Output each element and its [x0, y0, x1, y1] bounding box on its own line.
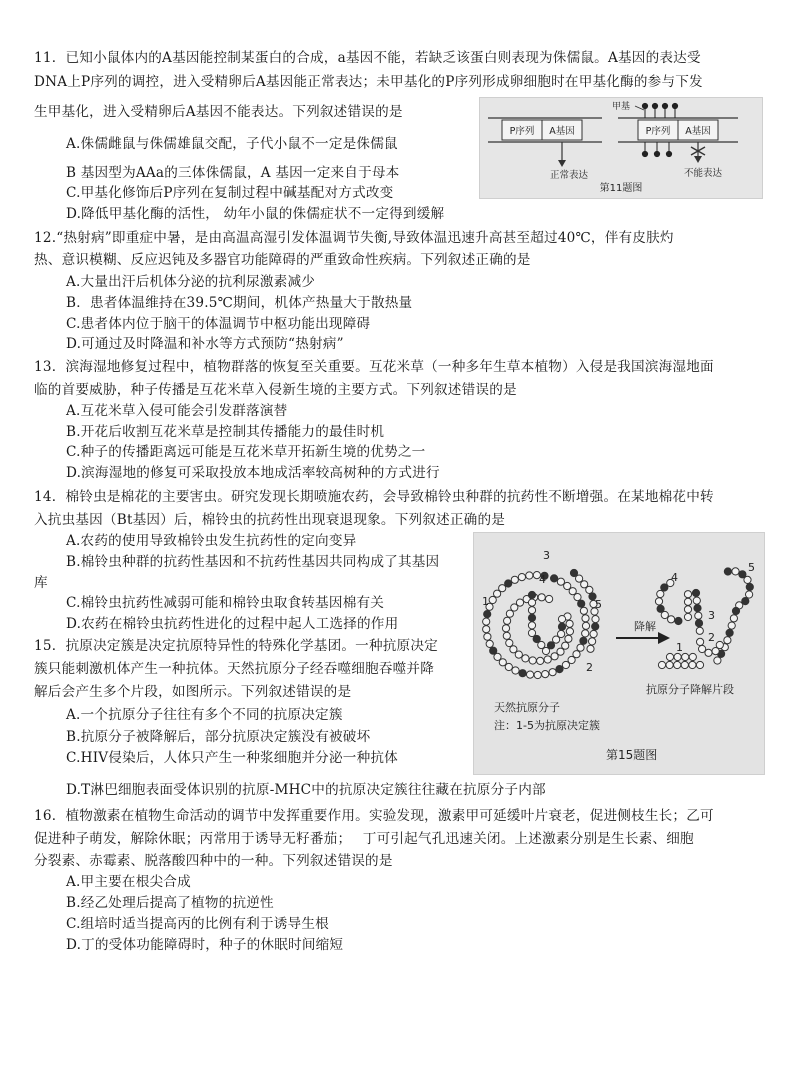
fig15-bead — [577, 644, 584, 651]
fig15-left-caption: 天然抗原分子 — [494, 701, 560, 714]
q11-option-c: C.甲基化修饰后P序列在复制过程中碱基配对方式改变 — [66, 185, 394, 201]
fig15-bead — [732, 607, 739, 614]
q12-option-d: D.可通过及时降温和补水等方式预防“热射病” — [66, 336, 344, 352]
fig15-bead — [562, 642, 569, 649]
fig15-bead — [582, 630, 589, 637]
fig15-bead — [586, 586, 593, 593]
fig15-bead — [511, 576, 518, 583]
q12-option-b: B．患者体温维持在39.5℃期间，机体产热量大于散热量 — [66, 295, 413, 311]
fig15-bead — [486, 640, 493, 647]
fig15-bead — [518, 574, 525, 581]
fig15-bead — [528, 591, 535, 598]
fig15-bead — [556, 666, 563, 673]
fig15-bead — [675, 617, 682, 624]
q16-option-b: B.经乙处理后提高了植物的抗逆性 — [66, 895, 274, 911]
fig15-note: 注：1-5为抗原决定簇 — [494, 719, 600, 732]
fig11-methyl-label: 甲基 — [612, 102, 631, 112]
fig15-bead — [589, 638, 596, 645]
fig15-bead — [696, 627, 703, 634]
fig15-bead — [506, 610, 513, 617]
fig15-bead — [699, 645, 706, 652]
fig11-methyl-groups-bottom — [642, 142, 671, 157]
fig15-bead — [726, 629, 733, 636]
fig15-bead — [744, 576, 751, 583]
q11-stem-line-3: 生甲基化，进入受精卵后A基因不能表达。下列叙述错误的是 — [34, 104, 403, 120]
fig15-bead — [542, 671, 549, 678]
figure-15-diagram — [474, 533, 764, 774]
fig15-bead — [528, 614, 535, 621]
fig15-bead — [512, 667, 519, 674]
fig15-bead — [668, 616, 675, 623]
fig15-bead — [657, 605, 664, 612]
fig15-right-num-3: 3 — [708, 609, 715, 622]
fig15-bead — [684, 591, 691, 598]
q14-stem-line-1: 14．棉铃虫是棉花的主要害虫。研究发现长期喷施农药，会导致棉铃虫种群的抗药性不断增强。在某地棉花中转 — [34, 489, 714, 505]
fig15-bead — [592, 616, 599, 623]
fig11-caption: 第11题图 — [599, 183, 643, 194]
fig15-bead — [558, 630, 565, 637]
q13-option-b: B.开花后收割互花米草是控制其传播能力的最佳时机 — [66, 424, 385, 440]
fig15-bead — [684, 598, 691, 605]
fig11-right-a-gene: A基因 — [685, 126, 711, 137]
fig15-bead — [682, 653, 689, 660]
fig15-bead — [696, 661, 703, 668]
fig15-bead — [528, 622, 535, 629]
q15-option-a: A.一个抗原分子往往有多个不同的抗原决定簇 — [66, 707, 343, 723]
figure-11 — [479, 97, 763, 199]
figure-15 — [473, 532, 765, 775]
fig15-bead — [558, 616, 565, 623]
fig15-bead — [516, 599, 523, 606]
fig15-bead — [574, 594, 581, 601]
fig15-bead — [505, 580, 512, 587]
fig15-bead — [697, 638, 704, 645]
fig15-bead — [587, 645, 594, 652]
q14-option-a: A.农药的使用导致棉铃虫发生抗药性的定向变异 — [66, 533, 357, 549]
q11-option-d: D.降低甲基化酶的活性， 幼年小鼠的侏儒症状不一定得到缓解 — [66, 206, 445, 222]
q13-stem-line-2: 临的首要威胁，种子传播是互花米草入侵新生境的主要方式。下列叙述错误的是 — [34, 382, 517, 398]
fig15-bead — [538, 641, 545, 648]
fig15-bead — [528, 599, 535, 606]
fig15-bead — [489, 596, 496, 603]
fig15-bead — [730, 615, 737, 622]
q13-option-a: A.互花米草入侵可能会引发群落演替 — [66, 403, 288, 419]
fig15-bead — [528, 607, 535, 614]
q12-stem-line-2: 热、意识模糊、反应迟钝及多器官功能障碍的严重致命性疾病。下列叙述正确的是 — [34, 252, 531, 268]
fig15-bead — [534, 671, 541, 678]
fig11-left-p-seq: P序列 — [509, 126, 535, 137]
fig15-bead — [565, 635, 572, 642]
q16-stem-line-3: 分裂素、赤霉素、脱落酸四种中的一种。下列叙述错误的是 — [34, 853, 393, 869]
fig15-bead — [537, 657, 544, 664]
fig15-bead — [562, 661, 569, 668]
q12-option-c: C.患者体内位于脑干的体温调节中枢功能出现障碍 — [66, 316, 371, 332]
fig15-right-caption: 抗原分子降解片段 — [646, 683, 734, 696]
q14-stem-line-2: 入抗虫基因（Bt基因）后，棉铃虫的抗药性出现衰退现象。下列叙述正确的是 — [34, 512, 506, 528]
fig15-bead — [546, 595, 553, 602]
fig15-bead — [724, 637, 731, 644]
fig15-right-num-4: 4 — [671, 571, 678, 584]
fig15-bead — [551, 653, 558, 660]
q13-option-c: C.种子的传播距离远可能是互花米草开拓新生境的优势之一 — [66, 444, 426, 460]
fig15-bead — [582, 615, 589, 622]
fig15-bead — [684, 606, 691, 613]
q12-option-a: A.大量出汗后机体分泌的抗利尿激素减少 — [66, 274, 316, 290]
fig15-bead — [483, 626, 490, 633]
fig15-bead — [657, 590, 664, 597]
fig15-bead — [712, 648, 719, 655]
q14-option-c: C.棉铃虫抗药性减弱可能和棉铃虫取食转基因棉有关 — [66, 595, 385, 611]
q16-option-c: C.组培时适当提高丙的比例有利于诱导生根 — [66, 916, 329, 932]
fig15-bead — [692, 589, 699, 596]
fig15-left-num-4: 4 — [539, 573, 546, 586]
q15-stem-line-2: 簇只能刺激机体产生一种抗体。天然抗原分子经吞噬细胞吞噬并降 — [34, 661, 435, 677]
q15-stem-line-1: 15．抗原决定簇是决定抗原特异性的特殊化学基团。一种抗原决定 — [34, 638, 438, 654]
fig15-left-num-3: 3 — [543, 549, 550, 562]
fig15-bead — [506, 639, 513, 646]
q11-option-a: A.侏儒雌鼠与侏儒雄鼠交配，子代小鼠不一定是侏儒鼠 — [66, 136, 398, 152]
fig15-bead — [566, 620, 573, 627]
q15-option-c: C.HIV侵染后，人体只产生一种浆细胞并分泌一种抗体 — [66, 750, 398, 766]
fig15-bead — [580, 607, 587, 614]
fig15-bead — [526, 572, 533, 579]
fig15-bead — [484, 633, 491, 640]
fig15-bead — [732, 568, 739, 575]
q11-stem-line-2: DNA上P序列的调控，进入受精卵后A基因能正常表达；未甲基化的P序列形成卵细胞时在甲基化酶的参与下发 — [34, 74, 703, 90]
fig15-bead — [666, 661, 673, 668]
fig15-bead — [578, 600, 585, 607]
fig11-no-expression: 不能表达 — [684, 168, 723, 179]
fig15-bead — [689, 653, 696, 660]
fig11-normal-expression: 正常表达 — [550, 170, 589, 181]
fig15-arrow-label: 降解 — [634, 620, 656, 633]
fig15-bead — [557, 578, 564, 585]
fig15-bead — [724, 568, 731, 575]
fig15-bead — [728, 622, 735, 629]
fig15-bead — [674, 661, 681, 668]
fig15-bead — [549, 669, 556, 676]
fig15-bead — [689, 661, 696, 668]
fig15-bead — [483, 618, 490, 625]
fig15-bead — [519, 670, 526, 677]
fig15-bead — [502, 625, 509, 632]
fig15-bead — [714, 657, 721, 664]
fig15-bead — [674, 653, 681, 660]
fig15-right-num-2: 2 — [708, 631, 715, 644]
fig15-bead — [658, 661, 665, 668]
fig15-bead — [527, 671, 534, 678]
q15-option-d: D.T淋巴细胞表面受体识别的抗原-MHC中的抗原决定簇往往藏在抗原分子内部 — [66, 782, 546, 798]
fig15-bead — [490, 647, 497, 654]
q13-stem-line-1: 13．滨海湿地修复过程中，植物群落的恢复至关重要。互花米草（一种多年生草本植物）入侵是我国滨海湿地面 — [34, 359, 714, 375]
q11-option-b: B 基因型为AAa的三体侏儒鼠，A 基因一定来自于母本 — [66, 165, 400, 181]
fig15-bead — [566, 628, 573, 635]
fig15-bead — [592, 623, 599, 630]
fig15-caption: 第15题图 — [606, 748, 658, 762]
fig15-bead — [529, 657, 536, 664]
q16-option-d: D.丁的受体功能障碍时，种子的休眠时间缩短 — [66, 937, 344, 953]
fig15-bead — [590, 630, 597, 637]
fig15-bead — [528, 629, 535, 636]
fig15-right-num-5: 5 — [748, 561, 755, 574]
q16-stem-line-1: 16．植物激素在植物生命活动的调节中发挥重要作用。实验发现，激素甲可延缓叶片衰老，促进侧枝生长；乙可 — [34, 808, 714, 824]
fig15-bead — [522, 655, 529, 662]
fig15-left-num-1: 1 — [482, 595, 489, 608]
q14-option-b-cont: 库 — [34, 575, 48, 591]
fig15-bead — [693, 597, 700, 604]
fig11-left-a-gene: A基因 — [549, 126, 575, 137]
fig15-bead — [695, 620, 702, 627]
fig15-bead — [694, 605, 701, 612]
fig15-bead — [505, 663, 512, 670]
q15-option-b: B.抗原分子被降解后，部分抗原决定簇没有被破坏 — [66, 729, 371, 745]
figure-11-diagram — [480, 98, 762, 198]
fig15-bead — [504, 617, 511, 624]
fig15-bead — [695, 612, 702, 619]
fig15-bead — [582, 622, 589, 629]
fig15-bead — [580, 637, 587, 644]
q14-option-d: D.农药在棉铃虫抗药性进化的过程中起人工选择的作用 — [66, 616, 399, 632]
fig15-bead — [484, 611, 491, 618]
q14-option-b: B.棉铃虫种群的抗药性基因和不抗药性基因共同构成了其基因 — [66, 554, 440, 570]
q16-option-a: A.甲主要在根尖合成 — [66, 874, 191, 890]
fig11-methyl-groups-top — [642, 103, 677, 118]
fig15-left-num-2: 2 — [586, 661, 593, 674]
fig15-right-num-1: 1 — [676, 641, 683, 654]
fig15-bead — [746, 583, 753, 590]
fig15-bead — [551, 575, 558, 582]
q15-stem-line-3: 解后会产生多个片段，如图所示。下列叙述错误的是 — [34, 684, 352, 700]
q13-option-d: D.滨海湿地的修复可采取投放本地成活率较高树种的方式进行 — [66, 465, 440, 481]
fig11-right-p-seq: P序列 — [645, 126, 671, 137]
fig15-bead — [746, 591, 753, 598]
fig15-bead — [655, 598, 662, 605]
fig15-left-num-5: 5 — [595, 598, 602, 611]
fig15-bead — [558, 623, 565, 630]
fig15-bead — [684, 613, 691, 620]
fig15-bead — [538, 594, 545, 601]
fig15-bead — [666, 653, 673, 660]
q16-stem-line-2: 促进种子萌发，解除休眠；丙常用于诱导无籽番茄； 丁可引起气孔迅速关闭。上述激素分别是生长素、细胞 — [34, 831, 694, 847]
q12-stem-line-1: 12.“热射病”即重症中暑，是由高温高湿引发体温调节失衡,导致体温迅速升高甚至超过40℃，伴有皮肤灼 — [34, 230, 674, 246]
fig15-bead-chains — [483, 568, 754, 679]
fig15-bead — [503, 632, 510, 639]
q11-stem-line-1: 11．已知小鼠体内的A基因能控制某蛋白的合成，a基因不能，若缺乏该蛋白则表现为侏儒鼠。A基因的表达受 — [34, 50, 701, 66]
fig15-bead — [544, 656, 551, 663]
fig15-bead — [681, 661, 688, 668]
fig15-bead — [499, 585, 506, 592]
